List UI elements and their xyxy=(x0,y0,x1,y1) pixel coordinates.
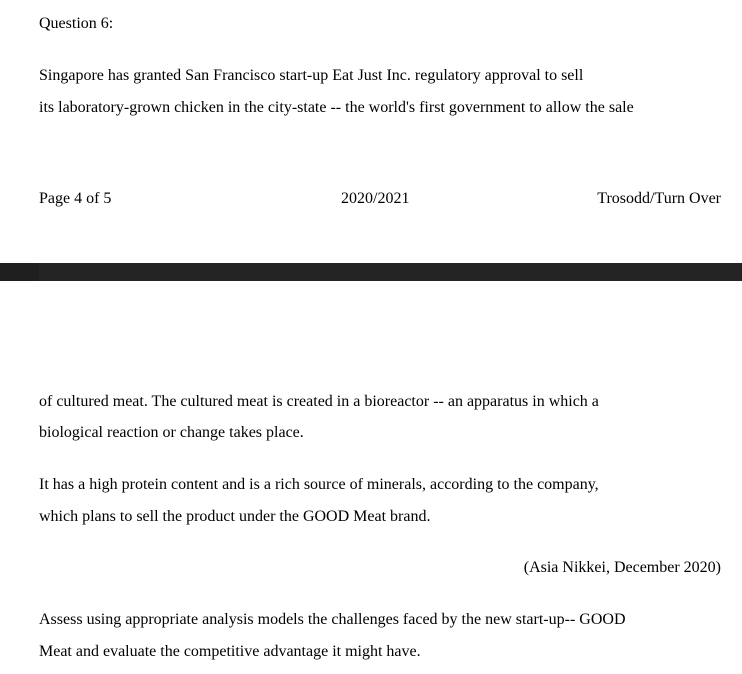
page-separator xyxy=(0,263,742,281)
question-label: Question 6: xyxy=(39,15,114,32)
paragraph-line: of cultured meat. The cultured meat is created in a bioreactor -- an apparatus in which a xyxy=(39,393,599,410)
paragraph-line: It has a high protein content and is a rich source of minerals, according to the company, xyxy=(39,476,599,493)
paragraph-line: Singapore has granted San Francisco start-up Eat Just Inc. regulatory approval to sell xyxy=(39,67,584,84)
task-instruction-line: Assess using appropriate analysis models the challenges faced by the new start-up-- GOOD xyxy=(39,611,626,628)
task-instruction-line: Meat and evaluate the competitive advantage it might have. xyxy=(39,643,421,660)
paragraph-line: which plans to sell the product under the GOOD Meat brand. xyxy=(39,508,431,525)
turn-over-label: Trosodd/Turn Over xyxy=(597,190,721,207)
page-number: Page 4 of 5 xyxy=(39,190,112,207)
source-citation: (Asia Nikkei, December 2020) xyxy=(523,559,721,576)
page-separator-edge xyxy=(0,263,39,281)
paragraph-line: biological reaction or change takes place. xyxy=(39,424,304,441)
academic-year: 2020/2021 xyxy=(341,190,410,207)
paragraph-line: its laboratory-grown chicken in the city-state -- the world's first government to allow the sale xyxy=(39,99,634,116)
